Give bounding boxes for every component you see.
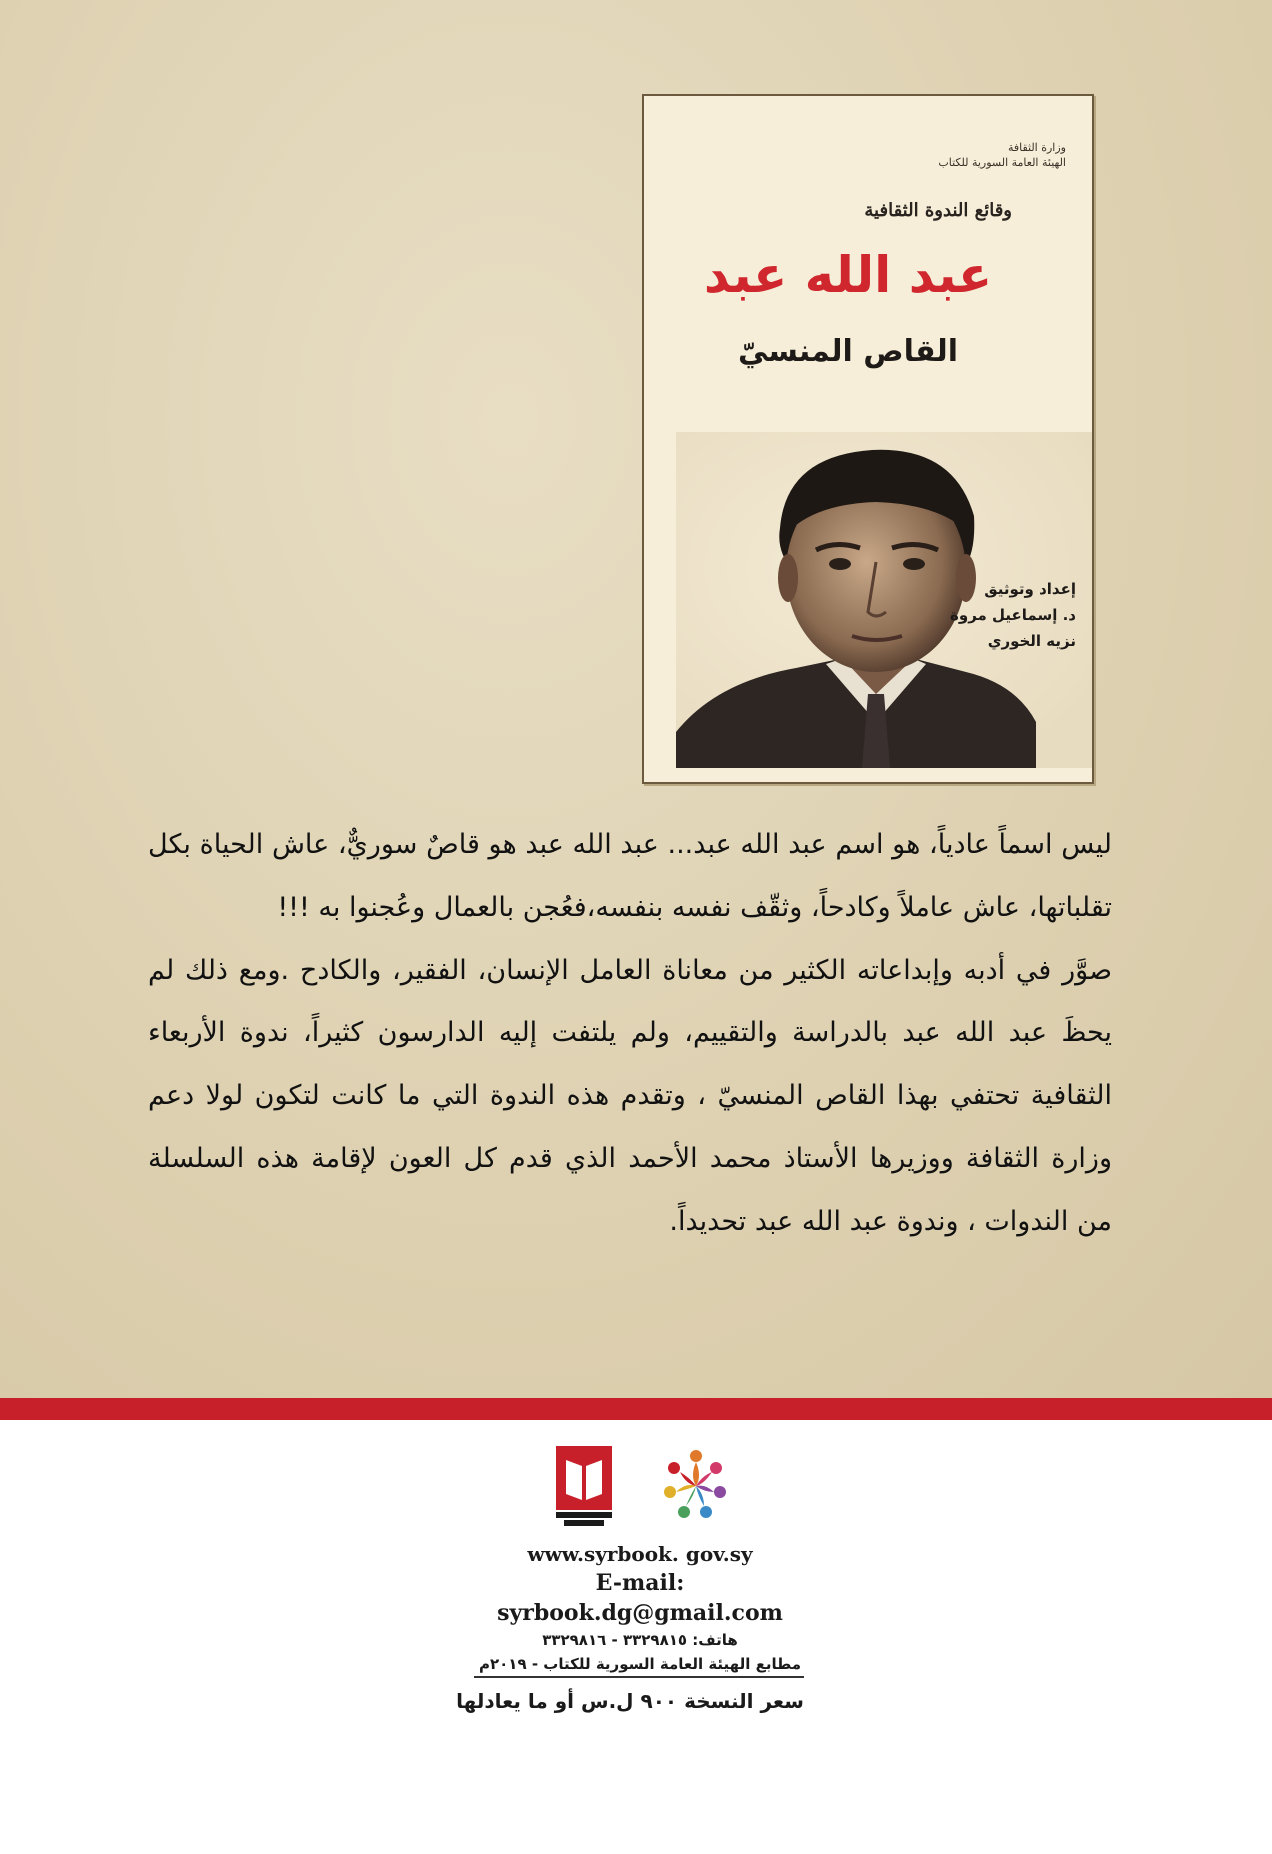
price-divider (474, 1676, 804, 1678)
publisher-contact-block (460, 1540, 820, 1676)
book-cover-thumbnail (642, 94, 1094, 784)
website-link[interactable]: www.syrbook. gov.sy (527, 1542, 753, 1566)
cover-ministry-text: وزارة الثقافة الهيئة العامة السورية للكتاب (938, 141, 1066, 169)
cover-credits-name-2: نزيه الخوري (987, 632, 1076, 650)
cover-series-text: وقائع الندوة الثقافية (864, 200, 1012, 221)
price-label: سعر النسخة ٩٠٠ ل.س أو ما يعادلها (456, 1689, 804, 1713)
cover-subtitle: القاص المنسيّ (738, 334, 958, 369)
ministry-flower-logo-icon (658, 1446, 734, 1528)
red-divider-band (0, 1398, 1272, 1420)
printer-credit: مطابع الهيئة العامة السورية للكتاب - ٢٠١٩م (479, 1655, 801, 1673)
email-link[interactable]: E-mail: syrbook.dg@gmail.com (497, 1570, 783, 1626)
cover-credits-name-1: د. إسماعيل مروة (950, 606, 1076, 624)
cover-credits-heading: إعداد وتوثيق (984, 580, 1076, 598)
book-publisher-logo-icon (556, 1446, 612, 1526)
phone-numbers: هاتف: ٣٣٢٩٨١٥ - ٣٣٢٩٨١٦ (542, 1631, 738, 1649)
book-description (148, 814, 1112, 1254)
description-paragraph-1: ليس اسماً عادياً، هو اسم عبد الله عبد... عبد الله عبد هو قاصٌ سوريٌّ، عاش الحياة بكل تقلباتها، عاش عاملاً وكادحاً، وثقّف نفسه بنفسه،فعُجن بالعمال وعُجنوا به !!! (148, 829, 1112, 923)
cover-title: عبد الله عبد (703, 246, 993, 304)
description-paragraph-2: صوَّر في أدبه وإبداعاته الكثير من معاناة العامل الإنسان، الفقير، والكادح .ومع ذلك لم يحظَ عبد الله عبد بالدراسة والتقييم، ولم يلتفت إليه الدارسون كثيراً، ندوة الأربعاء الثقافية تحتفي بهذا القاص المنسيّ ، وتقدم هذه الندوة التي ما كانت لتكون لولا دعم وزارة الثقافة ووزيرها الأستاذ محمد الأحمد الذي قدم كل العون لإقامة هذه السلسلة من الندوات ، وندوة عبد الله عبد تحديداً. (148, 954, 1112, 1237)
cover-credits (916, 576, 1076, 654)
